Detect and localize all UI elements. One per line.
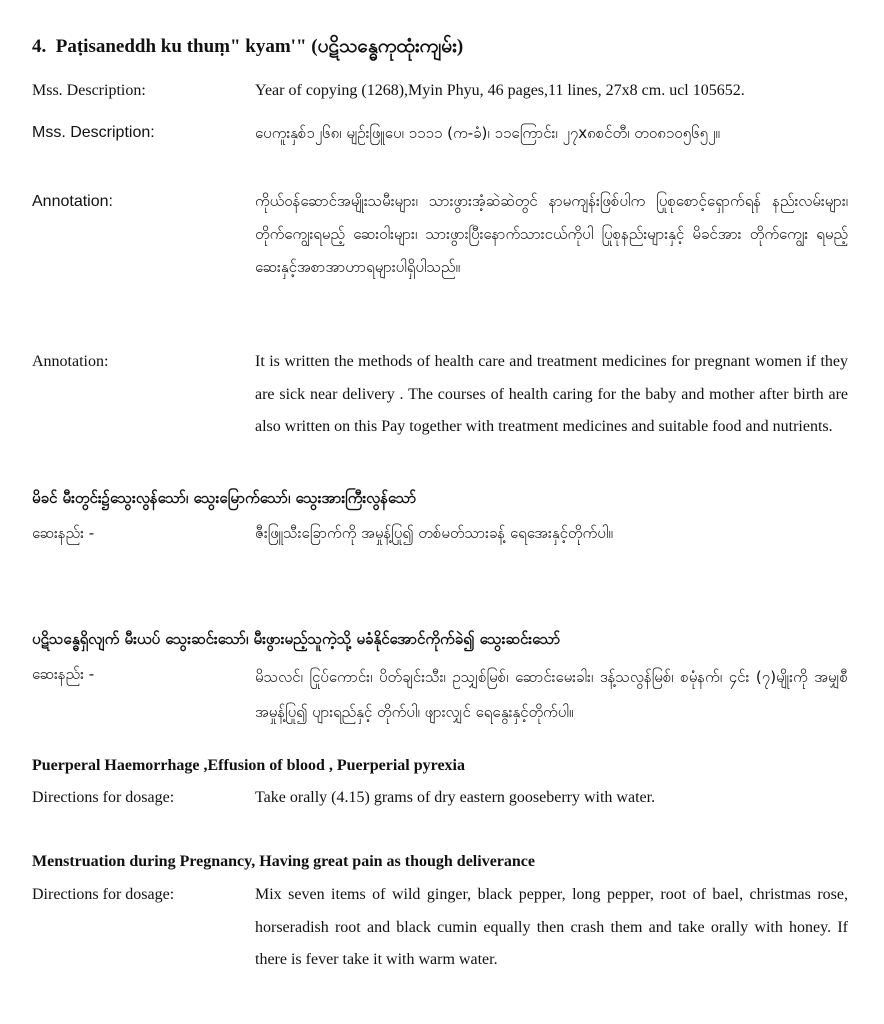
annotation-my-text: ကိုယ်ဝန်ဆောင်အမျိုးသမီးများ၊ သားဖွားအံ့ဆဲဆဲတွင် နာမကျန်းဖြစ်ပါက ပြုစုစောင့်ရှောက်ရန် နည်းလမ်းများ၊ တိုက်ကျွေးရမည့် ဆေးဝါးများ၊ သားဖွားပြီးနောက်သားငယ်ကိုပါ ပြုစုနည်းများနှင့် မိခင်အား တိုက်ကျွေး ရမည့် ဆေးနှင့်အစာအာဟာရများပါရှိပါသည်။ bbox=[255, 192, 848, 276]
remedy2-en-text: Mix seven items of wild ginger, black pepper, long pepper, root of bael, christmas rose, horseradish root and black cumin equally then crash them and take orally with honey. If there is fever take it with warm water. bbox=[255, 886, 848, 968]
remedy1-en-text: Take orally (4.15) grams of dry eastern gooseberry with water. bbox=[255, 789, 656, 806]
remedy2-en-heading: Menstruation during Pregnancy, Having great pain as though deliverance bbox=[32, 853, 535, 870]
remedy2-my-heading: ပဋိသန္ဓေရှိလျက် မီးယပ် သွေးဆင်းသော်၊ မီးဖွားမည့်သူကဲ့သို့ မခံနိုင်အောင်ကိုက်ခဲ၍ သွေးဆင်းသော် bbox=[32, 630, 561, 648]
section-title-text: Paṭisaneddh ku thuṃ" kyam'" (ပဋိသန္ဓေကုထုံးကျမ်း) bbox=[55, 36, 464, 57]
remedy2-my-label: ဆေးနည်း - bbox=[32, 665, 95, 683]
annotation-en-text: It is written the methods of health care and treatment medicines for pregnant women if they are sick near delivery . The courses of health caring for the baby and mother after birth are also written on this Pay together with treatment medicines and suitable food and nutrients. bbox=[255, 353, 848, 435]
section-number: 4. bbox=[32, 36, 47, 57]
remedy1-my-text: ဇီးဖြူသီးခြောက်ကို အမှုန့်ပြု၍ တစ်မတ်သားခန့် ရေအေးနှင့်တိုက်ပါ။ bbox=[255, 524, 613, 542]
mss-description-text: Year of copying (1268),Myin Phyu, 46 pages,11 lines, 27x8 cm. ucl 105652. bbox=[255, 82, 745, 99]
remedy2-en-label: Directions for dosage: bbox=[32, 886, 175, 903]
remedy1-my-label: ဆေးနည်း - bbox=[32, 524, 95, 542]
remedy1-en-heading: Puerperal Haemorrhage ,Effusion of blood , Puerperial pyrexia bbox=[32, 757, 465, 774]
annotation-en-label: Annotation: bbox=[32, 353, 109, 370]
mss-description-my-label: Mss. Description: bbox=[32, 124, 155, 141]
remedy2-my-text: မိသလင်၊ ငြုပ်ကောင်း၊ ပိတ်ချင်းသီး၊ ဥသျှစ်မြစ်၊ ဆောင်းမေးခါး၊ ဒန့်သလွန်မြစ်၊ စမုံနက်၊ ၄င်း (၇)မျိုးကို အမျှစီ အမှုန့်ပြု၍ ပျားရည်နှင့် တိုက်ပါ၊ ဖျားလျှင် ရေနွေးနှင့်တိုက်ပါ။ bbox=[255, 668, 848, 721]
annotation-my-label: Annotation: bbox=[32, 193, 113, 210]
mss-description-my-text: ပေကူးနှစ်၁၂၆၈၊ မျဉ်းဖြူပေ၊ ၁၁၁၁ (က-ခံ)၊ ၁၁ကြောင်း၊ ၂၇x၈စင်တီ၊ တ၀၈၁၀၅၆၅၂။ bbox=[255, 124, 720, 142]
section-title bbox=[32, 34, 463, 62]
remedy1-my-heading: မိခင် မီးတွင်း၌သွေးလွန်သော်၊ သွေးမြောက်သော်၊ သွေးအားကြီးလွန်သော် bbox=[32, 489, 417, 507]
mss-description-label: Mss. Description: bbox=[32, 82, 146, 99]
remedy1-en-label: Directions for dosage: bbox=[32, 789, 175, 806]
